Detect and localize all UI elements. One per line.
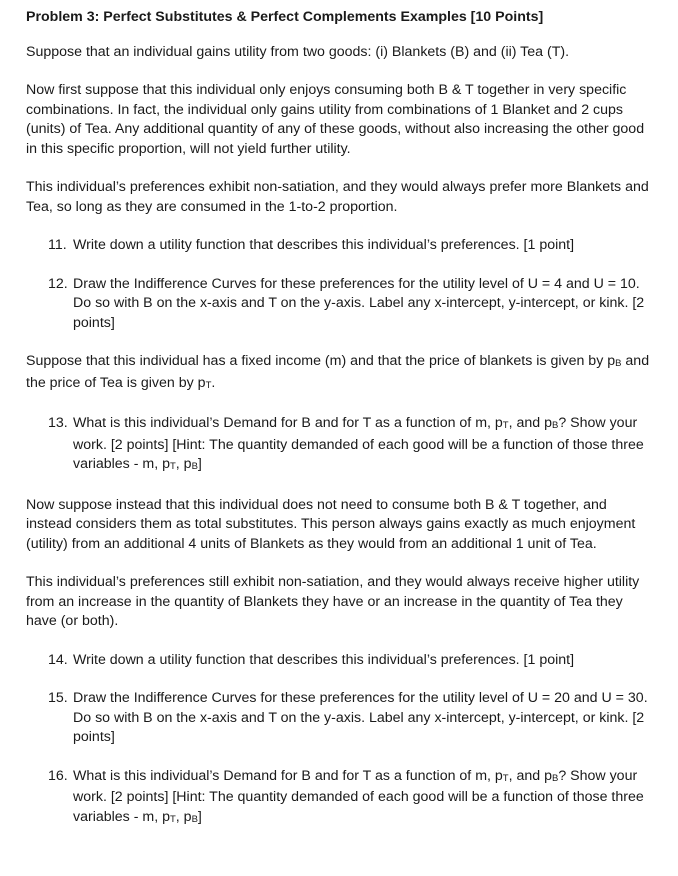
question-number: 11. <box>48 237 67 253</box>
income-paragraph <box>26 352 652 395</box>
question-number: 14. <box>48 651 68 668</box>
subscript: B <box>191 813 198 825</box>
subscript: T <box>169 461 176 472</box>
subscript-t: T <box>205 379 212 391</box>
question-list-demand-1 <box>26 414 652 477</box>
q13-text-c: ? Show your work. [2 points] [Hint: The quantity demanded of each good will be a function of those three variables - m, p <box>73 415 644 472</box>
q16-text-a: What is this individual’s Demand for B and for T as a function of m, p <box>73 767 503 784</box>
income-text-c: . <box>211 374 216 391</box>
question-list-substitutes <box>26 651 652 830</box>
question-text: Draw the Indifference Curves for these preferences for the utility level of U = 4 and U = 10. Do so with B on the x-axis and T on the y-axis. Label any x-intercept, y-intercept, or kink. [2 points] <box>73 275 645 331</box>
question-number: 16. <box>48 767 68 784</box>
subscript: B <box>191 461 198 472</box>
q16-text-d: , p <box>175 808 192 825</box>
complements-paragraph-1: Now first suppose that this individual only enjoys consuming both B & T together in very specific combinations. In fact, the individual only gains utility from combinations of 1 Blanket and 2 cups (units) of Tea. Any additional quantity of any of these goods, without also increasing the other good in this specific proportion, will not yield further utility. <box>26 82 645 157</box>
problem-title: Problem 3: Perfect Substitutes & Perfect Complements Examples [10 Points] <box>26 9 544 25</box>
question-text <box>73 415 644 472</box>
complements-paragraph-2: This individual’s preferences exhibit non-satiation, and they would always prefer more Blankets and Tea, so long as they are consumed in the 1-to-2 proportion. <box>26 179 649 215</box>
subscript: T <box>502 772 509 784</box>
question-text: Write down a utility function that describes this individual’s preferences. [1 point] <box>73 651 575 668</box>
question-14 <box>26 651 652 671</box>
q16-text-c: ? Show your work. [2 points] [Hint: The quantity demanded of each good will be a function of those three variables - m, p <box>73 767 644 825</box>
question-11 <box>26 236 652 256</box>
substitutes-paragraph-1: Now suppose instead that this individual does not need to consume both B & T together, and instead considers them as total substitutes. This person always gains exactly as much enjoyment (utility) from an additional 4 units of Blankets as they would from an additional 1 unit of Tea. <box>26 496 636 552</box>
q13-text-b: , and p <box>508 415 552 431</box>
question-13 <box>26 414 652 477</box>
subscript: T <box>502 420 509 431</box>
q13-text-d: , p <box>175 456 192 472</box>
subscript-b: B <box>615 358 622 369</box>
question-list-complements <box>26 236 652 333</box>
q16-text-e: ] <box>197 808 202 825</box>
question-number: 15. <box>48 690 68 706</box>
q13-text-a: What is this individual’s Demand for B and for T as a function of m, p <box>73 415 503 431</box>
subscript: T <box>169 813 176 825</box>
question-12 <box>26 275 652 334</box>
question-text: Draw the Indifference Curves for these preferences for the utility level of U = 20 and U = 30. Do so with B on the x-axis and T on the y-axis. Label any x-intercept, y-intercept, or kink. [2 points] <box>73 690 648 745</box>
question-number: 12. <box>48 275 68 292</box>
income-text-a: Suppose that this individual has a fixed income (m) and that the price of blankets is given by p <box>26 353 616 369</box>
question-text <box>73 768 644 825</box>
question-number: 13. <box>48 415 68 431</box>
subscript: B <box>551 420 559 431</box>
question-text: Write down a utility function that describes this individual’s preferences. [1 point] <box>73 237 575 253</box>
intro-paragraph: Suppose that an individual gains utility from two goods: (i) Blankets (B) and (ii) Tea (T). <box>26 43 570 60</box>
q16-text-b: , and p <box>508 767 552 784</box>
q13-text-e: ] <box>197 456 202 472</box>
question-16 <box>26 767 652 830</box>
income-text-b: and the price of Tea is given by p <box>26 353 650 391</box>
question-15 <box>26 689 652 748</box>
substitutes-paragraph-2: This individual’s preferences still exhibit non-satiation, and they would always receive higher utility from an increase in the quantity of Blankets they have or an increase in the quantity of Tea they have (or both). <box>26 574 640 629</box>
subscript: B <box>551 772 559 784</box>
